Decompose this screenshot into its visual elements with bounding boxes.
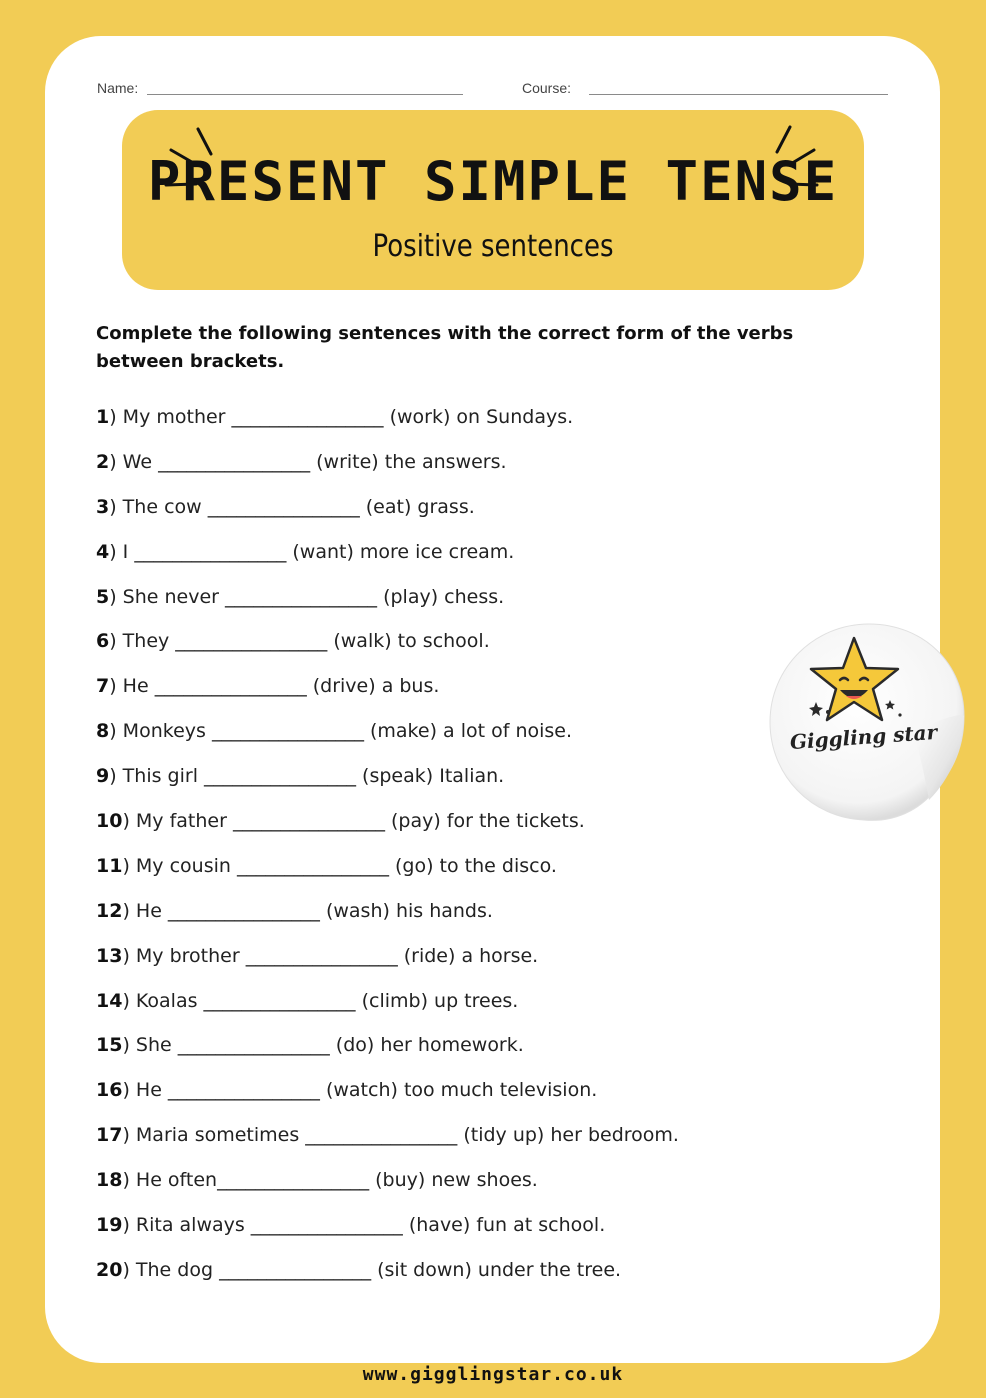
exercise-number: 2: [96, 450, 110, 473]
exercise-sentence[interactable]: ) My father ________________ (pay) for the tickets.: [122, 810, 585, 833]
exercise-sentence[interactable]: ) My cousin ________________ (go) to the disco.: [122, 854, 557, 877]
exercise-sentence[interactable]: ) He often________________ (buy) new shoes.: [122, 1169, 538, 1192]
page-title: PRESENT SIMPLE TENSE: [147, 150, 839, 213]
course-field-line[interactable]: [589, 94, 888, 95]
exercise-sentence[interactable]: ) She ________________ (do) her homework.: [122, 1034, 524, 1057]
course-label: Course:: [522, 80, 572, 96]
exercise-sentence[interactable]: ) The dog ________________ (sit down) under the tree.: [122, 1258, 622, 1281]
exercise-number: 4: [96, 540, 110, 563]
exercise-item: [96, 447, 679, 492]
exercise-number: 3: [96, 495, 110, 518]
exercise-sentence[interactable]: ) The cow ________________ (eat) grass.: [109, 495, 475, 518]
exercise-item: [96, 716, 679, 761]
exercise-item: [96, 851, 679, 896]
exercise-sentence[interactable]: ) Rita always ________________ (have) fun at school.: [122, 1214, 606, 1237]
exercise-number: 6: [96, 630, 110, 653]
exercise-number: 14: [96, 989, 123, 1012]
exercise-item: [96, 986, 679, 1031]
exercise-sentence[interactable]: ) She never ________________ (play) chess.: [109, 585, 505, 608]
exercise-sentence[interactable]: ) We ________________ (write) the answers.: [109, 450, 507, 473]
exercise-item: [96, 402, 679, 447]
instructions-text: Complete the following sentences with the correct form of the verbs between brackets.: [96, 323, 794, 372]
title-banner: [122, 110, 864, 290]
exercise-number: 11: [96, 854, 123, 877]
exercise-sentence[interactable]: ) Monkeys ________________ (make) a lot of noise.: [109, 720, 573, 743]
exercise-number: 10: [96, 810, 123, 833]
exercise-number: 5: [96, 585, 110, 608]
exercise-sentence[interactable]: ) My mother ________________ (work) on Sundays.: [109, 406, 574, 428]
exercise-item: [96, 626, 679, 671]
exercise-number: 8: [96, 720, 110, 743]
exercise-number: 16: [96, 1079, 123, 1102]
sticker-brand-text: Giggling star: [789, 719, 938, 755]
exercise-number: 15: [96, 1034, 123, 1057]
exercise-number: 1: [96, 406, 110, 428]
exercise-item: [96, 1165, 679, 1210]
exercise-item: [96, 941, 679, 986]
exercise-number: 19: [96, 1214, 123, 1237]
exercise-number: 18: [96, 1169, 123, 1192]
exercise-sentence[interactable]: ) Maria sometimes ________________ (tidy up) her bedroom.: [122, 1124, 679, 1147]
giggling-star-sticker: [764, 612, 974, 832]
exercise-item: [96, 806, 679, 851]
name-label: Name:: [97, 80, 139, 96]
exercise-item: [96, 1030, 679, 1075]
exercise-item: [96, 492, 679, 537]
exercise-number: 20: [96, 1258, 123, 1281]
exercise-sentence[interactable]: ) I ________________ (want) more ice cream.: [109, 540, 515, 563]
name-field-line[interactable]: [147, 94, 463, 95]
exercise-item: [96, 671, 679, 716]
exercise-number: 13: [96, 944, 123, 967]
exercise-sentence[interactable]: ) My brother ________________ (ride) a horse.: [122, 944, 539, 967]
website-url[interactable]: www.gigglingstar.co.uk: [362, 1364, 624, 1385]
exercise-number: 7: [96, 675, 110, 698]
exercise-number: 17: [96, 1124, 123, 1147]
exercise-sentence[interactable]: ) He ________________ (wash) his hands.: [122, 899, 493, 922]
page-subtitle: Positive sentences: [372, 229, 614, 265]
exercise-item: [96, 1075, 679, 1120]
exercise-number: 9: [96, 765, 110, 788]
exercise-list: [96, 402, 679, 1300]
exercise-number: 12: [96, 899, 123, 922]
exercise-item: [96, 537, 679, 582]
exercise-item: [96, 1210, 679, 1255]
exercise-item: [96, 1255, 679, 1300]
exercise-sentence[interactable]: ) Koalas ________________ (climb) up trees.: [122, 989, 519, 1012]
exercise-sentence[interactable]: ) They ________________ (walk) to school.: [109, 630, 490, 653]
exercise-sentence[interactable]: ) This girl ________________ (speak) Italian.: [109, 765, 505, 788]
exercise-item: [96, 896, 679, 941]
exercise-item: [96, 1120, 679, 1165]
exercise-sentence[interactable]: ) He ________________ (drive) a bus.: [109, 675, 440, 698]
exercise-sentence[interactable]: ) He ________________ (watch) too much television.: [122, 1079, 598, 1102]
exercise-item: [96, 761, 679, 806]
exercise-item: [96, 582, 679, 627]
